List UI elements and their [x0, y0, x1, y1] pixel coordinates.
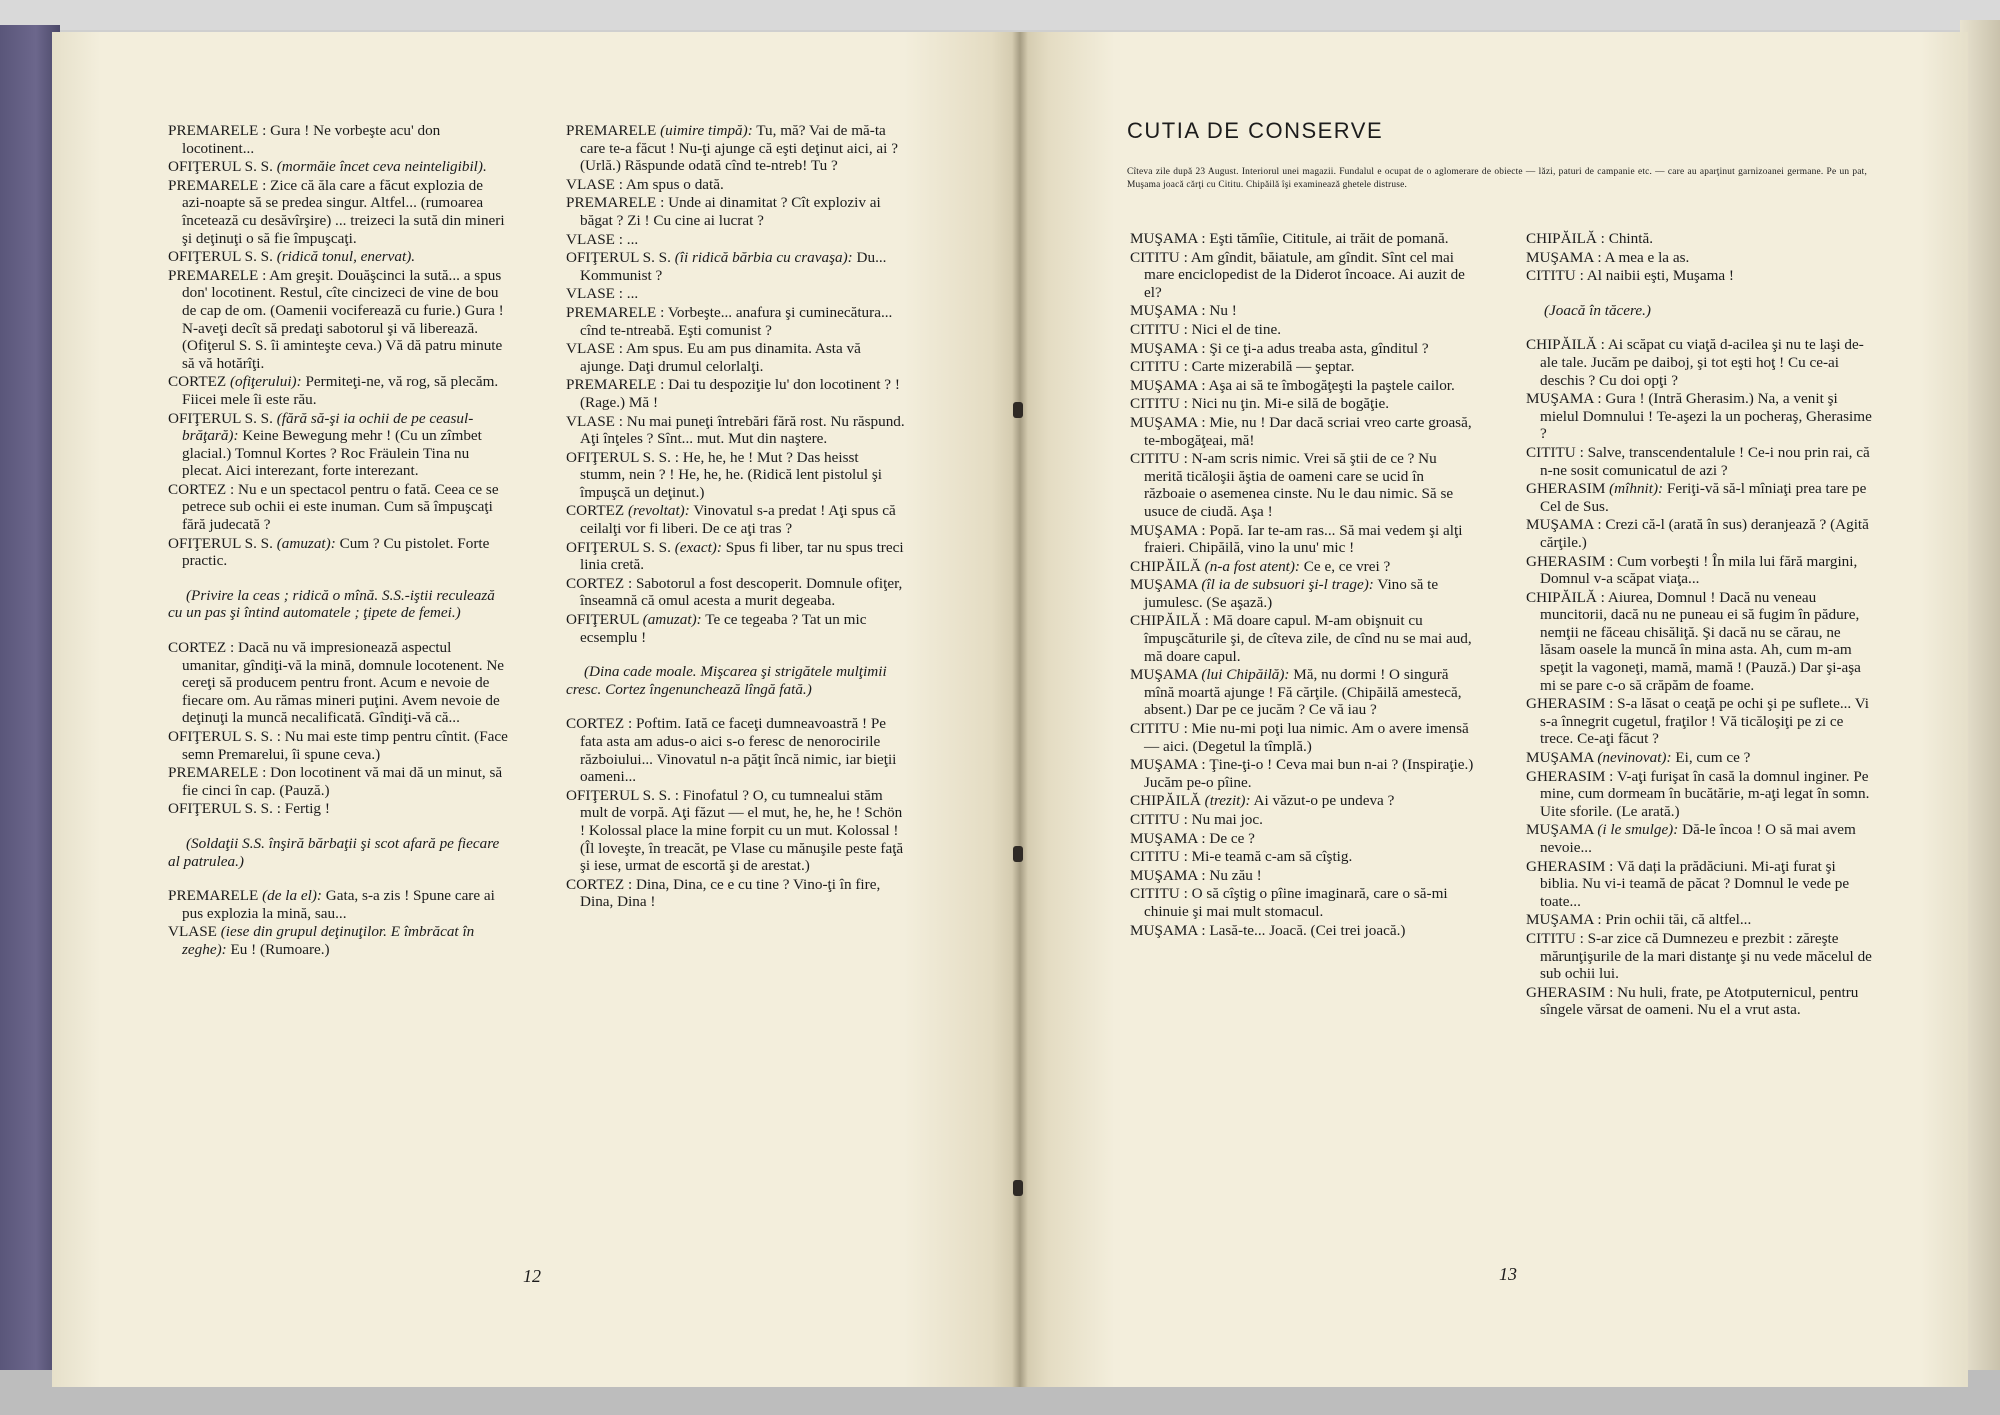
dialogue-line: PREMARELE : Zice că ăla care a făcut explozia de azi-noapte să se predea singur. Altfel... (rumoarea încetează cu desăvîrşire) ... treizeci la sută din mineri şi deţinuţi o să fie împuşcaţi.: [168, 176, 505, 247]
dialogue-text: O să cîştig o pîine imaginară, care o să-mi chinuie şi mai mult stomacul.: [1144, 885, 1448, 920]
dialogue-text: Prin ochii tăi, că altfel...: [1605, 911, 1752, 929]
speaker-name: CORTEZ: [168, 480, 227, 498]
dialogue-line: MUŞAMA : Ţine-ţi-o ! Ceva mai bun n-ai ? (Inspiraţie.) Jucăm pe-o pîine.: [1130, 756, 1474, 791]
dialogue-text: Nu e un spectacol pentru o fată. Ceea ce se petrece sub ochii ei este inuman. Cum să împuşcaţi fără judecată ?: [182, 480, 499, 534]
speaker-name: PREMARELE: [168, 887, 259, 905]
speaker-direction: (revoltat):: [627, 502, 690, 520]
speaker-name: CORTEZ: [566, 574, 625, 592]
speaker-name: MUŞAMA: [1130, 230, 1198, 247]
speaker-direction: (amuzat):: [276, 534, 336, 552]
speaker-direction: (fără să-şi ia ochii de pe ceasul-brăţară):: [182, 409, 474, 445]
dialogue-text: Poftim. Iată ce faceţi dumneavoastră ! Pe fata asta am adus-o aici s-o feresc de nenorocirile războiului... Vinovatul n-a păţit încă nimic, iar bieţii oameni...: [580, 715, 897, 786]
dialogue-line: CITITU : O să cîştig o pîine imaginară, care o să-mi chinuie şi mai mult stomacul.: [1130, 885, 1448, 920]
speaker-name: MUŞAMA: [1130, 921, 1198, 939]
speaker-name: MUŞAMA: [1130, 376, 1198, 394]
speaker-name: MUŞAMA: [1526, 390, 1594, 408]
dialogue-text: Carte mizerabilă — şeptar.: [1191, 358, 1355, 376]
dialogue-text: Am greşit. Douăşcinci la sută... a spus don' locotinent. Restul, cîte cincizeci de vine de bou de cap de om. (Oamenii vociferează cu furie.) Gura ! N-aveţi decît să predaţi sabotorul şi vă liberează. (Ofiţerul S. S. îi aminteşte ceva.) Vă dă patru minute să vă hotărîţi.: [182, 266, 504, 372]
speaker-name: OFIŢERUL S. S.: [566, 538, 671, 556]
speaker-name: CITITU: [1130, 885, 1180, 903]
dialogue-text: Ai scăpat cu viaţă d-acilea şi nu te laşi de-ale tale. Jucăm pe daiboj, şi tot eşti hoţ ! Cu ce-ai deschis ? Cu doi opţi ?: [1540, 336, 1864, 389]
speaker-name: VLASE: [566, 340, 615, 358]
dialogue-line: CITITU : S-ar zice că Dumnezeu e prezbit : zăreşte mărunţişurile de la mari distanţe şi nu vede măcelul de sub ochii lui.: [1526, 929, 1872, 983]
speaker-name: MUŞAMA: [1130, 521, 1198, 539]
dialogue-line: [1526, 480, 1874, 515]
dialogue-line: CITITU : Carte mizerabilă — şeptar.: [1130, 358, 1355, 376]
speaker-name: PREMARELE: [566, 303, 657, 321]
dialogue-text: Am gîndit, băiatule, am gîndit. Sînt cel mai mare enciclopedist de la Diderot încoace. Ai auzit de el?: [1144, 248, 1465, 301]
dialogue-text: Fertig !: [284, 800, 330, 818]
dialogue-text: Chintă.: [1608, 230, 1653, 247]
dialogue-text: Vino să te jumulesc. (Se aşază.): [1144, 576, 1439, 611]
dialogue-text: Vă dați la prădăciuni. Mi-aţi furat şi biblia. Nu vi-i teamă de păcat ? Domnul le vede pe toate...: [1540, 857, 1850, 910]
speaker-name: MUŞAMA: [1130, 576, 1198, 594]
speaker-direction: (i le smulge):: [1597, 821, 1679, 839]
speaker-name: VLASE: [566, 412, 615, 430]
dialogue-line: [566, 611, 906, 646]
stage-direction: (Joacă în tăcere.): [1544, 301, 1651, 319]
speaker-name: CITITU: [1130, 395, 1180, 413]
dialogue-line: GHERASIM : Cum vorbeşti ! În mila lui fără margini, Domnul v-a scăpat viaţa...: [1526, 552, 1858, 588]
speaker-name: VLASE: [168, 923, 217, 941]
binding-stitch: [1013, 1180, 1023, 1196]
dialogue-line: CITITU : Am gîndit, băiatule, am gîndit. Sînt cel mai mare enciclopedist de la Diderot încoace. Ai auzit de el?: [1130, 248, 1465, 301]
speaker-direction: (mormăie încet ceva neinteligibil).: [276, 158, 487, 176]
dialogue-text: Ei, cum ce ?: [1675, 749, 1751, 767]
speaker-name: CITITU: [1526, 929, 1576, 947]
speaker-name: CITITU: [1130, 720, 1180, 738]
speaker-name: OFIŢERUL S. S.: [168, 728, 273, 745]
speaker-name: PREMARELE: [168, 764, 259, 782]
speaker-name: CHIPĂILĂ: [1526, 336, 1597, 354]
dialogue-line: MUŞAMA : Eşti tămîie, Cititule, ai trăit de pomană.: [1130, 230, 1449, 247]
speaker-name: CORTEZ: [168, 373, 227, 391]
speaker-name: CHIPĂILĂ: [1130, 612, 1201, 630]
dialogue-line: CITITU : Mi-e teamă c-am să cîştig.: [1130, 848, 1353, 866]
speaker-name: OFIŢERUL S. S.: [168, 248, 273, 266]
dialogue-line: [168, 887, 508, 922]
speaker-name: CITITU: [1130, 248, 1180, 266]
speaker-name: OFIŢERUL S. S.: [566, 448, 671, 466]
speaker-name: MUŞAMA: [1526, 516, 1594, 534]
speaker-direction: (îi ridică bărbia cu cravaşa):: [674, 249, 853, 267]
dialogue-text: He, he, he ! Mut ? Das heisst stumm, nein ? ! He, he, he. (Ridică lent pistolul şi împuşcă un deţinut.): [580, 448, 883, 501]
dialogue-line: [566, 249, 906, 284]
speaker-direction: (mîhnit):: [1609, 480, 1664, 498]
dialogue-text: Am spus o dată.: [625, 175, 724, 193]
dialogue-line: CITITU : Salve, transcendentalule ! Ce-i nou prin rai, că n-ne sosit comunicatul de azi ?: [1526, 443, 1870, 479]
dialogue-line: PREMARELE : Unde ai dinamitat ? Cît exploziv ai băgat ? Zi ! Cu cine ai lucrat ?: [566, 194, 881, 229]
dialogue-text: Permiteţi-ne, vă rog, să plecăm. Fiicei mele îi este rău.: [182, 373, 499, 408]
dialogue-text: Unde ai dinamitat ? Cît exploziv ai băgat ? Zi ! Cu cine ai lucrat ?: [580, 194, 881, 229]
speaker-name: CITITU: [1130, 358, 1180, 376]
left-page-column-1: [168, 122, 508, 960]
dialogue-text: Şi ce ţi-a adus treaba asta, gînditul ?: [1209, 339, 1429, 357]
dialogue-text: Feriţi-vă să-l mîniaţi prea tare pe Cel de Sus.: [1540, 480, 1867, 515]
dialogue-text: Ţine-ţi-o ! Ceva mai bun n-ai ? (Inspiraţie.) Jucăm pe-o pîine.: [1144, 756, 1474, 791]
dialogue-line: [168, 410, 508, 480]
dialogue-line: [1526, 749, 1874, 767]
dialogue-line: CITITU : Mie nu-mi poţi lua nimic. Am o avere imensă — aici. (Degetul la tîmplă.): [1130, 720, 1469, 755]
dialogue-line: MUŞAMA : Prin ochii tăi, că altfel...: [1526, 911, 1752, 929]
speaker-name: PREMARELE: [168, 266, 259, 284]
right-page-number: 13: [1499, 1264, 1517, 1284]
dialogue-line: CORTEZ : Poftim. Iată ce faceţi dumneavoastră ! Pe fata asta am adus-o aici s-o feresc de nenorocirile războiului... Vinovatul n-a păţit încă nimic, iar bieţii oameni...: [566, 715, 897, 786]
dialogue-line: MUŞAMA : Şi ce ţi-a adus treaba asta, gînditul ?: [1130, 339, 1429, 357]
dialogue-line: OFIŢERUL S. S. : Nu mai este timp pentru cîntit. (Face semn Premarelui, îi spune ceva.): [168, 728, 508, 763]
dialogue-line: [1130, 666, 1478, 719]
dialogue-text: Nici nu ţin. Mi-e silă de bogăţie.: [1191, 395, 1390, 413]
dialogue-line: PREMARELE : Gura ! Ne vorbeşte acu' don locotinent...: [168, 122, 441, 157]
speaker-name: CHIPĂILĂ: [1526, 230, 1597, 247]
dialogue-text: V-aţi furişat în casă la domnul inginer. Pe mine, cum dormeam în bucătărie, m-aţi legat în somn. Uite sforile. (Le arată.): [1540, 767, 1870, 820]
speaker-name: VLASE: [566, 230, 615, 248]
dialogue-line: CHIPĂILĂ : Aiurea, Domnul ! Dacă nu veneau muncitorii, dacă nu ne puneau ei să fugim în pădure, nemţii ne făceau chisăliţă. Şi dacă nu se cărau, ne lăsam oasele la muncă în mina asta. Ah, cum m-am speţit la vagoneţi, mamă, mamă ! (Pauză.) Dar şi-aşa mi se pare c-o să crăpăm de foame.: [1526, 588, 1861, 694]
scene-setting: Cîteva zile după 23 August. Interiorul unei magazii. Fundalul e ocupat de o aglomerare de obiecte — lăzi, paturi de campanie etc. — care au aparţinut garnizoanei germane. Pe un pat, Muşama joacă cărţi cu Cititu. Chipăilă îşi examinează ghetele distruse.: [1127, 167, 1867, 190]
dialogue-line: CITITU : Al naibii eşti, Muşama !: [1526, 267, 1734, 285]
dialogue-text: Te ce tegeaba ? Tat un mic ecsemplu !: [580, 611, 867, 646]
speaker-name: GHERASIM: [1526, 857, 1606, 875]
dialogue-text: Nu !: [1209, 302, 1237, 320]
dialogue-line: [168, 373, 508, 408]
dialogue-text: Nu mai este timp pentru cîntit. (Face semn Premarelui, îi spune ceva.): [182, 728, 508, 763]
binding-stitch: [1013, 846, 1023, 862]
dialogue-line: [168, 535, 508, 570]
speaker-name: GHERASIM: [1526, 552, 1606, 570]
dialogue-line: CORTEZ : Dacă nu vă impresionează aspectul umanitar, gîndiţi-vă la mină, domnule locotenent. Ne cereţi să producem pentru front. Acum e nevoie de fiecare om. Au rămas mineri puţini. Avem nevoie de deţinuţi la muncă necalificată. Gîndiţi-vă că...: [168, 639, 505, 727]
speaker-name: VLASE: [566, 285, 615, 303]
dialogue-text: Gura ! (Intră Gherasim.) Na, a venit şi mielul Domnului ! Te-aşezi la un pocheraş, Gherasime ?: [1540, 390, 1872, 443]
dialogue-text: Mă, nu dormi ! O singură mînă moartă ajunge ! Fă cărţile. (Chipăilă amestecă, absent.) Dar pe ce jucăm ? Ce vă iau ?: [1144, 666, 1462, 719]
speaker-name: MUŞAMA: [1130, 866, 1198, 884]
speaker-name: MUŞAMA: [1526, 248, 1594, 266]
dialogue-text: Vinovatul s-a predat ! Aţi spus că ceilalţi vor fi liberi. De ce aţi tras ?: [580, 502, 896, 538]
dialogue-line: CITITU : N-am scris nimic. Vrei să ştii de ce ? Nu merită ticăloşii ăştia de oameni care se ucid în războaie o asemenea cinste. Nu le dau nimic. Să se usuce de ciudă. Aşa !: [1130, 450, 1454, 520]
speaker-direction: (îl ia de subsuori şi-l trage):: [1201, 576, 1374, 594]
dialogue-text: Mie nu-mi poţi lua nimic. Am o avere imensă — aici. (Degetul la tîmplă.): [1144, 720, 1469, 755]
dialogue-text: Lasă-te... Joacă. (Cei trei joacă.): [1209, 921, 1406, 939]
dialogue-text: Sabotorul a fost descoperit. Domnule ofiţer, înseamnă că omul acesta a murit degeaba.: [580, 574, 903, 610]
dialogue-line: PREMARELE : Don locotinent vă mai dă un minut, să fie cinci în cap. (Pauză.): [168, 764, 503, 799]
speaker-name: OFIŢERUL S. S.: [566, 249, 671, 267]
dialogue-text: De ce ?: [1209, 829, 1255, 847]
dialogue-text: Cum ? Cu pistolet. Forte practic.: [182, 534, 490, 570]
speaker-name: PREMARELE: [168, 176, 259, 194]
dialogue-line: VLASE : Am spus. Eu am pus dinamita. Asta vă ajunge. Daţi drumul celorlalţi.: [566, 340, 861, 375]
speaker-name: CITITU: [1526, 443, 1576, 461]
dialogue-text: S-ar zice că Dumnezeu e prezbit : zăreşte mărunţişurile de la mari distanţe şi nu vede măcelul de sub ochii lui.: [1540, 929, 1872, 983]
speaker-name: VLASE: [566, 175, 615, 193]
dialogue-line: MUŞAMA : Nu !: [1130, 302, 1237, 320]
dialogue-line: MUŞAMA : Nu zău !: [1130, 866, 1262, 884]
dialogue-text: Dă-le încoa ! O să mai avem nevoie...: [1540, 821, 1856, 856]
speaker-name: MUŞAMA: [1130, 302, 1198, 320]
dialogue-line: MUŞAMA : Gura ! (Intră Gherasim.) Na, a venit şi mielul Domnului ! Te-aşezi la un pocheraş, Gherasime ?: [1526, 390, 1872, 443]
dialogue-line: MUŞAMA : Mie, nu ! Dar dacă scriai vreo carte groasă, te-mbogăţeai, mă!: [1130, 413, 1472, 449]
dialogue-line: CHIPĂILĂ : Chintă.: [1526, 230, 1653, 247]
dialogue-text: Du... Kommunist ?: [580, 249, 887, 284]
speaker-name: OFIŢERUL S. S.: [168, 409, 273, 427]
speaker-direction: (de la el):: [262, 887, 322, 905]
dialogue-line: GHERASIM : Vă dați la prădăciuni. Mi-aţi furat şi biblia. Nu vi-i teamă de păcat ? Domnul le vede pe toate...: [1526, 857, 1850, 910]
speaker-direction: (lui Chipăilă):: [1201, 666, 1290, 684]
speaker-name: MUŞAMA: [1526, 749, 1594, 767]
dialogue-line: MUŞAMA : Aşa ai să te îmbogăţeşti la paştele cailor.: [1130, 376, 1455, 394]
play-title: CUTIA DE CONSERVE: [1127, 118, 1384, 143]
speaker-name: CORTEZ: [566, 715, 625, 733]
speaker-name: MUŞAMA: [1526, 821, 1594, 839]
speaker-name: OFIŢERUL S. S.: [566, 786, 671, 804]
dialogue-text: Al naibii eşti, Muşama !: [1586, 267, 1734, 285]
dialogue-text: ...: [626, 285, 639, 303]
dialogue-line: [566, 502, 906, 537]
binding-stitch: [1013, 402, 1023, 418]
speaker-name: MUŞAMA: [1130, 756, 1198, 774]
dialogue-line: CITITU : Nici nu ţin. Mi-e silă de bogăţie.: [1130, 395, 1390, 413]
dialogue-text: Crezi că-l (arată în sus) deranjează ? (Agită cărţile.): [1540, 516, 1869, 551]
book-cover-left: [0, 25, 60, 1405]
dialogue-text: A mea e la as.: [1604, 248, 1690, 266]
speaker-name: CITITU: [1130, 811, 1180, 828]
dialogue-line: OFIŢERUL S. S. : He, he, he ! Mut ? Das heisst stumm, nein ? ! He, he, he. (Ridică lent pistolul şi împuşcă un deţinut.): [566, 448, 883, 501]
dialogue-line: MUŞAMA : Popă. Iar te-am ras... Să mai vedem şi alţi fraieri. Chipăilă, vino la unu' mic !: [1130, 521, 1463, 557]
dialogue-text: Am spus. Eu am pus dinamita. Asta vă ajunge. Daţi drumul celorlalţi.: [580, 340, 861, 375]
speaker-name: CITITU: [1130, 320, 1180, 338]
speaker-name: PREMARELE: [566, 122, 657, 139]
dialogue-line: [168, 158, 508, 176]
dialogue-text: Mi-e teamă c-am să cîştig.: [1191, 848, 1353, 866]
speaker-direction: (amuzat):: [642, 611, 702, 629]
dialogue-text: Dina, Dina, ce e cu tine ? Vino-ţi în fire, Dina, Dina !: [580, 875, 881, 911]
dialogue-text: Eu ! (Rumoare.): [230, 940, 330, 958]
speaker-direction: (uimire timpă):: [660, 122, 753, 139]
right-page-column-2: [1526, 230, 1874, 1020]
dialogue-line: [1130, 558, 1478, 576]
dialogue-line: VLASE : ...: [566, 230, 639, 248]
speaker-name: CORTEZ: [566, 875, 625, 893]
dialogue-line: MUŞAMA : Lasă-te... Joacă. (Cei trei joacă.): [1130, 921, 1406, 939]
left-page-column-2: [566, 122, 906, 912]
speaker-direction: (trezit):: [1204, 792, 1251, 810]
dialogue-line: MUŞAMA : De ce ?: [1130, 829, 1255, 847]
speaker-name: MUŞAMA: [1130, 666, 1198, 684]
dialogue-line: VLASE : Nu mai puneţi întrebări fără rost. Nu răspund. Aţi înţeles ? Sînt... mut. Mut din naştere.: [566, 412, 905, 448]
dialogue-text: Keine Bewegung mehr ! (Cu un zîmbet glacial.) Tomnul Kortes ? Roc Fräulein Tina nu plecat. Aici interezant, forte interezant.: [182, 427, 482, 480]
dialogue-line: CITITU : Nu mai joc.: [1130, 811, 1263, 828]
dialogue-line: MUŞAMA : Crezi că-l (arată în sus) deranjează ? (Agită cărţile.): [1526, 516, 1869, 551]
dialogue-text: N-am scris nimic. Vrei să ştii de ce ? Nu merită ticăloşii ăştia de oameni care se ucid în războaie o asemenea cinste. Nu le dau nimic. Să se usuce de ciudă. Aşa !: [1144, 450, 1454, 520]
dialogue-text: Ai văzut-o pe undeva ?: [1253, 792, 1395, 810]
speaker-name: CHIPĂILĂ: [1130, 792, 1201, 810]
speaker-direction: (ridică tonul, enervat).: [276, 248, 416, 266]
dialogue-line: PREMARELE : Dai tu despoziţie lu' don locotinent ? ! (Rage.) Mă !: [566, 376, 900, 411]
dialogue-text: Zice că ăla care a făcut explozia de azi-noapte să se predea singur. Altfel... (rumoarea încetează cu desăvîrşire) ... treizeci la sută din mineri şi deţinuţi o să fie împuşcaţi.: [182, 176, 505, 247]
dialogue-line: CORTEZ : Sabotorul a fost descoperit. Domnule ofiţer, înseamnă că omul acesta a murit degeaba.: [566, 574, 903, 610]
dialogue-text: Nu mai puneţi întrebări fără rost. Nu răspund. Aţi înţeles ? Sînt... mut. Mut din naştere.: [580, 412, 905, 448]
dialogue-line: [566, 122, 906, 175]
speaker-direction: (nevinovat):: [1597, 749, 1672, 767]
speaker-name: CHIPĂILĂ: [1130, 557, 1201, 575]
dialogue-line: CITITU : Nici el de tine.: [1130, 320, 1282, 338]
speaker-name: GHERASIM: [1526, 767, 1606, 785]
dialogue-text: Ce e, ce vrei ?: [1303, 557, 1391, 575]
dialogue-text: S-a lăsat o ceaţă pe ochi şi pe suflete... Vi s-a înnegrit cugetul, fraţilor ! Vă ticăloşiţi pe zi ce trece. Ce-aţi făcut ?: [1540, 695, 1870, 748]
dialogue-line: CHIPĂILĂ : Ai scăpat cu viaţă d-acilea şi nu te laşi de-ale tale. Jucăm pe daiboj, şi tot eşti hoţ ! Cu ce-ai deschis ? Cu doi opţi ?: [1526, 336, 1864, 389]
dialogue-text: Aiurea, Domnul ! Dacă nu veneau muncitorii, dacă nu ne puneau ei să fugim în pădure, nemţii ne făceau chisăliţă. Şi dacă nu se cărau, ne lăsam oasele la muncă în mina asta. Ah, cum m-am speţit la vagoneţi, mamă, mamă ! (Pauză.) Dar şi-aşa mi se pare c-o să crăpăm de foame.: [1540, 588, 1861, 694]
left-page-number: 12: [523, 1266, 541, 1286]
stage-direction: (Soldaţii S.S. înşiră bărbaţii şi scot afară pe fiecare al patrulea.): [168, 834, 500, 870]
speaker-name: PREMARELE: [168, 122, 259, 139]
speaker-name: MUŞAMA: [1130, 829, 1198, 847]
dialogue-text: Dai tu despoziţie lu' don locotinent ? ! (Rage.) Mă !: [580, 376, 900, 411]
dialogue-text: Nici el de tine.: [1191, 320, 1282, 338]
dialogue-line: [1526, 821, 1874, 856]
dialogue-line: CHIPĂILĂ : Mă doare capul. M-am obişnuit cu împuşcăturile şi, de cîteva zile, de cînd nu se mai aud, mă doare capul.: [1130, 612, 1472, 665]
speaker-name: CITITU: [1130, 848, 1180, 866]
dialogue-text: Mie, nu ! Dar dacă scriai vreo carte groasă, te-mbogăţeai, mă!: [1144, 413, 1472, 449]
speaker-name: PREMARELE: [566, 376, 657, 394]
speaker-name: CITITU: [1130, 450, 1180, 468]
dialogue-text: Nu zău !: [1209, 866, 1262, 884]
dialogue-line: MUŞAMA : A mea e la as.: [1526, 248, 1690, 266]
dialogue-text: Nu huli, frate, pe Atotputernicul, pentru sîngele vărsat de oameni. Nu el a vrut asta.: [1540, 983, 1859, 1019]
dialogue-text: Mă doare capul. M-am obişnuit cu împuşcăturile şi, de cîteva zile, de cînd nu se mai aud, mă doare capul.: [1144, 612, 1472, 665]
dialogue-line: [168, 248, 508, 266]
dialogue-line: PREMARELE : Am greşit. Douăşcinci la sută... a spus don' locotinent. Restul, cîte cincizeci de vine de bou de cap de om. (Oamenii vociferează cu furie.) Gura ! N-aveţi decît să predaţi sabotorul şi vă liberează. (Ofiţerul S. S. îi aminteşte ceva.) Vă dă patru minute să vă hotărîţi.: [168, 266, 504, 372]
dialogue-line: GHERASIM : V-aţi furişat în casă la domnul inginer. Pe mine, cum dormeam în bucătărie, m-aţi legat în somn. Uite sforile. (Le arată.): [1526, 767, 1870, 820]
dialogue-text: Don locotinent vă mai dă un minut, să fie cinci în cap. (Pauză.): [182, 764, 503, 799]
dialogue-text: Tu, mă? Vai de mă-ta care te-a făcut ! Nu-ţi ajunge că eşti deţinut aici, ai ? (Urlă.) Răspunde odată cînd te-ntreb! Tu ?: [580, 122, 898, 175]
dialogue-text: Spus fi liber, tar nu spus treci linia cretă.: [580, 538, 904, 574]
speaker-name: CITITU: [1526, 267, 1576, 285]
dialogue-line: CORTEZ : Nu e un spectacol pentru o fată. Ceea ce se petrece sub ochii ei este inuman. Cum să împuşcaţi fără judecată ?: [168, 480, 499, 534]
speaker-name: CORTEZ: [168, 639, 227, 657]
dialogue-line: [566, 539, 906, 574]
speaker-direction: (exact):: [674, 538, 722, 556]
right-page-column-1: [1130, 230, 1478, 940]
speaker-name: OFIŢERUL S. S.: [168, 158, 273, 176]
speaker-name: GHERASIM: [1526, 480, 1606, 498]
dialogue-text: Vorbeşte... anafura şi cuminecătura... cînd te-ntreabă. Eşti comunist ?: [580, 303, 893, 339]
speaker-name: GHERASIM: [1526, 695, 1606, 713]
dialogue-line: CORTEZ : Dina, Dina, ce e cu tine ? Vino-ţi în fire, Dina, Dina !: [566, 875, 881, 911]
dialogue-text: Aşa ai să te îmbogăţeşti la paştele cailor.: [1208, 376, 1455, 394]
dialogue-text: Nu mai joc.: [1191, 811, 1263, 828]
dialogue-text: Salve, transcendentalule ! Ce-i nou prin rai, că n-ne sosit comunicatul de azi ?: [1540, 443, 1870, 479]
dialogue-line: GHERASIM : S-a lăsat o ceaţă pe ochi şi pe suflete... Vi s-a înnegrit cugetul, fraţilor ! Vă ticăloşiţi pe zi ce trece. Ce-aţi făcut ?: [1526, 695, 1870, 748]
dialogue-line: OFIŢERUL S. S. : Finofatul ? O, cu tumnealui stăm mult de vorpă. Aţi făzut — el mut, he, he, he ! Schön ! Kolossal place la mine forpit cu un mut. Kolossal ! (Îl loveşte, în treacăt, pe Vlase cu mănuşile peste faţă şi iese, urmat de escortă şi de arestat.): [566, 786, 904, 875]
dialogue-text: Dacă nu vă impresionează aspectul umanitar, gîndiţi-vă la mină, domnule locotenent. Ne cereţi să producem pentru front. Acum e nevoie de fiecare om. Au rămas mineri puţini. Avem nevoie de deţinuţi la muncă necalificată. Gîndiţi-vă că...: [182, 639, 505, 727]
background-top: [0, 0, 2000, 30]
speaker-name: OFIŢERUL S. S.: [168, 534, 273, 552]
speaker-name: GHERASIM: [1526, 983, 1606, 1001]
speaker-name: MUŞAMA: [1130, 339, 1198, 357]
stage-direction: (Dina cade moale. Mişcarea şi strigătele mulţimii cresc. Cortez îngenunchează lîngă fată.): [566, 663, 887, 698]
speaker-name: CORTEZ: [566, 502, 625, 520]
dialogue-text: Eşti tămîie, Cititule, ai trăit de pomană.: [1209, 230, 1449, 247]
dialogue-line: [1130, 792, 1478, 810]
speaker-name: PREMARELE: [566, 194, 657, 212]
dialogue-text: Finofatul ? O, cu tumnealui stăm mult de vorpă. Aţi făzut — el mut, he, he, he ! Schön ! Kolossal place la mine forpit cu un mut. Kolossal ! (Îl loveşte, în treacăt, pe Vlase cu mănuşile peste faţă şi iese, urmat de escortă şi de arestat.): [580, 786, 904, 875]
dialogue-text: ...: [626, 230, 639, 248]
speaker-name: CHIPĂILĂ: [1526, 588, 1597, 606]
dialogue-text: Gura ! Ne vorbeşte acu' don locotinent...: [182, 122, 441, 157]
dialogue-line: PREMARELE : Vorbeşte... anafura şi cuminecătura... cînd te-ntreabă. Eşti comunist ?: [566, 303, 893, 339]
dialogue-line: OFIŢERUL S. S. : Fertig !: [168, 800, 330, 818]
speaker-direction: (n-a fost atent):: [1204, 557, 1300, 575]
dialogue-line: VLASE : ...: [566, 285, 639, 303]
dialogue-line: [168, 923, 508, 958]
speaker-name: MUŞAMA: [1526, 911, 1594, 929]
speaker-name: MUŞAMA: [1130, 413, 1198, 431]
speaker-direction: (ofiţerului):: [229, 373, 302, 391]
speaker-name: OFIŢERUL S. S.: [168, 800, 273, 818]
dialogue-text: Gata, s-a zis ! Spune care ai pus explozia la mină, sau...: [182, 887, 495, 922]
dialogue-text: Popă. Iar te-am ras... Să mai vedem şi alţi fraieri. Chipăilă, vino la unu' mic !: [1144, 521, 1463, 557]
speaker-name: OFIŢERUL: [566, 611, 639, 629]
dialogue-line: [1130, 576, 1478, 611]
stage-direction: (Privire la ceas ; ridică o mînă. S.S.-iştii reculează cu un pas şi întind automatele ; ţipete de femei.): [168, 586, 495, 622]
dialogue-line: GHERASIM : Nu huli, frate, pe Atotputernicul, pentru sîngele vărsat de oameni. Nu el a vrut asta.: [1526, 983, 1859, 1019]
dialogue-text: Cum vorbeşti ! În mila lui fără margini, Domnul v-a scăpat viaţa...: [1540, 552, 1858, 588]
speaker-direction: (iese din grupul deţinuţilor. E îmbrăcat în zeghe):: [182, 923, 475, 958]
dialogue-line: VLASE : Am spus o dată.: [566, 175, 724, 193]
